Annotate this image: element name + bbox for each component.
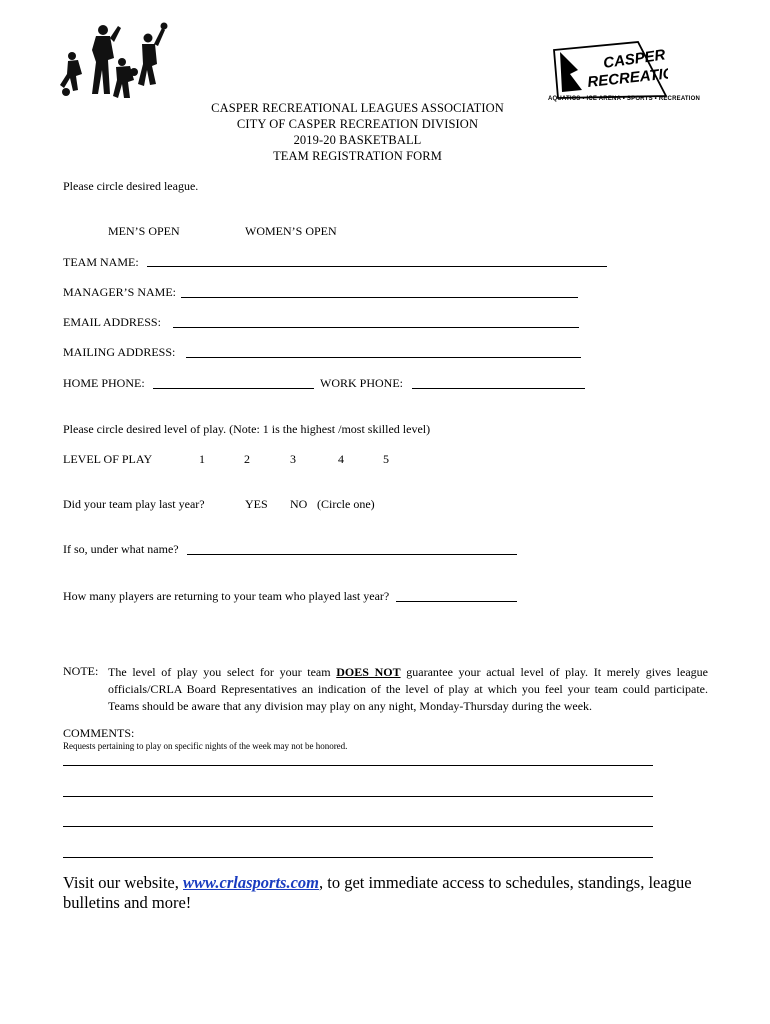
league-option-mens[interactable]: MEN’S OPEN [108, 224, 180, 238]
circle-one-instruction: (Circle one) [317, 497, 375, 511]
comments-subnote: Requests pertaining to play on specific nights of the week may not be honored. [63, 741, 348, 751]
home-phone-field[interactable] [153, 388, 314, 389]
team-name-label: TEAM NAME: [63, 255, 139, 269]
last-year-question: Did your team play last year? [63, 497, 205, 511]
header-season: 2019-20 BASKETBALL [293, 133, 422, 147]
manager-name-label: MANAGER’S NAME: [63, 285, 177, 299]
answer-no[interactable]: NO [290, 497, 308, 511]
level-option-5[interactable]: 5 [383, 452, 389, 466]
work-phone-field[interactable] [412, 388, 585, 389]
work-phone-label: WORK PHONE: [320, 376, 403, 390]
manager-name-field[interactable] [181, 297, 578, 298]
website-link[interactable]: www.crlasports.com [183, 873, 319, 892]
casper-recreation-logo [548, 40, 701, 106]
previous-name-field[interactable] [187, 554, 517, 555]
note-text-end: guarantee your actual level of play. It merely gives league officials/CRLA Board Representatives an indication of the level of play at which you feel your team could participate. Teams should be aware that any division may play on any night, Monday-Thursday during the week. [108, 665, 708, 713]
footer-text-end: , to get immediate access to schedules, standings, league bulletins and more! [63, 873, 692, 912]
level-prompt: Please circle desired level of play. (Note: 1 is the highest /most skilled level) [63, 422, 431, 436]
level-option-2[interactable]: 2 [244, 452, 250, 466]
basketball-players-graphic [58, 22, 170, 100]
note-label: NOTE: [63, 664, 99, 678]
website-message [63, 873, 723, 913]
home-phone-label: HOME PHONE: [63, 376, 145, 390]
email-label: EMAIL ADDRESS: [63, 315, 161, 329]
note-body [108, 664, 708, 715]
header-division: CITY OF CASPER RECREATION DIVISION [236, 117, 479, 131]
team-name-field[interactable] [147, 266, 607, 267]
logo-title: CASPER [602, 46, 667, 72]
level-option-4[interactable]: 4 [338, 452, 344, 466]
comments-label: COMMENTS: [63, 726, 135, 740]
logo-tagline: AQUATICS • ICE ARENA • SPORTS • RECREATION [548, 96, 701, 102]
comment-line-2[interactable] [63, 796, 653, 797]
answer-yes[interactable]: YES [245, 497, 268, 511]
league-prompt: Please circle desired league. [63, 179, 199, 193]
footer-text-start: Visit our website, [63, 873, 183, 892]
league-option-womens[interactable]: WOMEN’S OPEN [245, 224, 337, 238]
page-title: TEAM REGISTRATION FORM [273, 149, 442, 163]
mailing-label: MAILING ADDRESS: [63, 345, 176, 359]
level-label: LEVEL OF PLAY [63, 452, 153, 466]
comment-line-1[interactable] [63, 765, 653, 766]
header-org: CASPER RECREATIONAL LEAGUES ASSOCIATION [211, 101, 504, 115]
email-field[interactable] [173, 327, 579, 328]
comment-line-4[interactable] [63, 857, 653, 858]
note-text-start: The level of play you select for your team [108, 665, 337, 679]
previous-name-label: If so, under what name? [63, 542, 179, 556]
logo-subtitle: RECREATION [586, 63, 668, 91]
level-option-3[interactable]: 3 [290, 452, 296, 466]
returning-players-label: How many players are returning to your team who played last year? [63, 589, 390, 603]
level-option-1[interactable]: 1 [199, 452, 205, 466]
note-emphasis: DOES NOT [336, 665, 401, 679]
mailing-field[interactable] [186, 357, 581, 358]
comment-line-3[interactable] [63, 826, 653, 827]
returning-players-field[interactable] [396, 601, 517, 602]
